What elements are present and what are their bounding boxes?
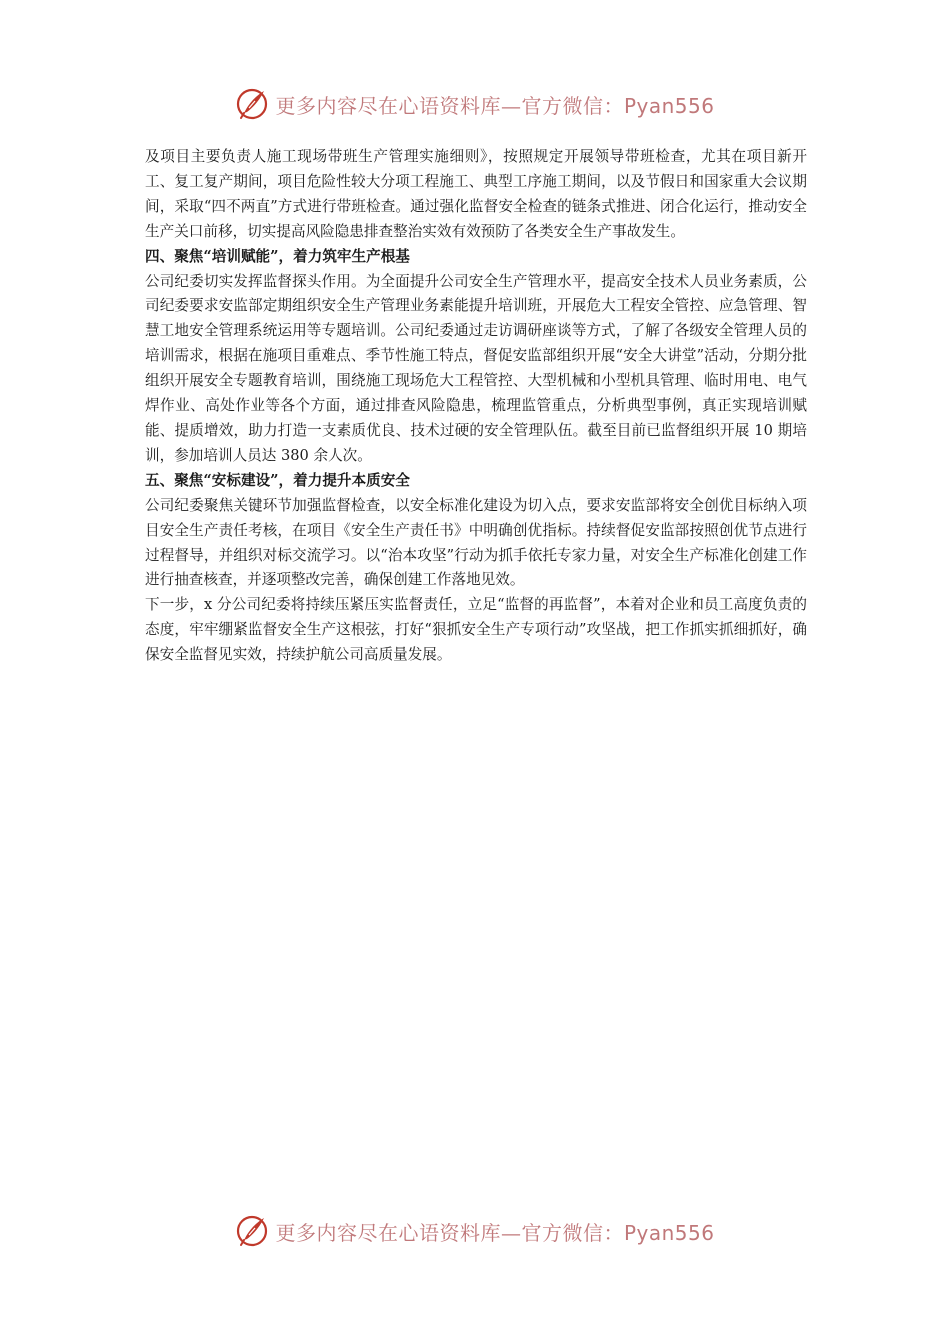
footer-separator: — xyxy=(500,1220,522,1245)
header-wechat-text: 官方微信：Pyan556 xyxy=(521,93,715,118)
paragraph-standardization: 公司纪委聚焦关键环节加强监督检查，以安全标准化建设为切入点，要求安监部将安全创优目标纳入项目安全生产责任考核，在项目《安全生产责任书》中明确创优指标。持续督促安监部按照创优节点进行过程督导，并组织对标交流学习。以“治本攻坚”行动为抓手依托专家力量，对安全生产标准化创建工作进行抽查核查，并逐项整改完善，确保创建工作落地见效。 xyxy=(145,496,807,589)
footer-brand-text: 更多内容尽在心语资料库 xyxy=(275,1220,501,1245)
header-banner xyxy=(0,82,950,126)
section-heading-training: 四、聚焦“培训赋能”，着力筑牢生产根基 xyxy=(145,247,410,265)
quill-logo-icon xyxy=(235,1214,269,1248)
header-brand-text: 更多内容尽在心语资料库 xyxy=(275,93,501,118)
quill-logo-icon xyxy=(235,87,269,121)
paragraph-leadership-inspection: 及项目主要负责人施工现场带班生产管理实施细则》，按照规定开展领导带班检查，尤其在项目新开工、复工复产期间，项目危险性较大分项工程施工、典型工序施工期间，以及节假日和国家重大会议期间，采取“四不两直”方式进行带班检查。通过强化监督安全检查的链条式推进、闭合化运行，推动安全生产关口前移，切实提高风险隐患排查整治实效有效预防了各类安全生产事故发生。 xyxy=(145,148,807,240)
footer-banner-text xyxy=(275,1217,714,1246)
header-banner-text xyxy=(275,90,714,119)
footer-banner xyxy=(0,1209,950,1253)
footer-wechat-text: 官方微信：Pyan556 xyxy=(521,1220,715,1245)
section-heading-standardization: 五、聚焦“安标建设”，着力提升本质安全 xyxy=(145,471,410,489)
document-body xyxy=(145,145,807,668)
header-separator: — xyxy=(500,93,522,118)
paragraph-training: 公司纪委切实发挥监督探头作用。为全面提升公司安全生产管理水平，提高安全技术人员业务素质，公司纪委要求安监部定期组织安全生产管理业务素能提升培训班，开展危大工程安全管控、应急管理、智慧工地安全管理系统运用等专题培训。公司纪委通过走访调研座谈等方式，了解了各级安全管理人员的培训需求，根据在施项目重难点、季节性施工特点，督促安监部组织开展“安全大讲堂”活动，分期分批组织开展安全专题教育培训，围绕施工现场危大工程管控、大型机械和小型机具管理、临时用电、电气焊作业、高处作业等各个方面，通过排查风险隐患，梳理监管重点，分析典型事例，真正实现培训赋能、提质增效，助力打造一支素质优良、技术过硬的安全管理队伍。截至目前已监督组织开展 10 期培训，参加培训人员达 380 余人次。 xyxy=(145,272,807,464)
paragraph-next-steps: 下一步，x 分公司纪委将持续压紧压实监督责任，立足“监督的再监督”，本着对企业和员工高度负责的态度，牢牢绷紧监督安全生产这根弦，打好“狠抓安全生产专项行动”攻坚战，把工作抓实抓细抓好，确保安全监督见实效，持续护航公司高质量发展。 xyxy=(145,596,807,664)
